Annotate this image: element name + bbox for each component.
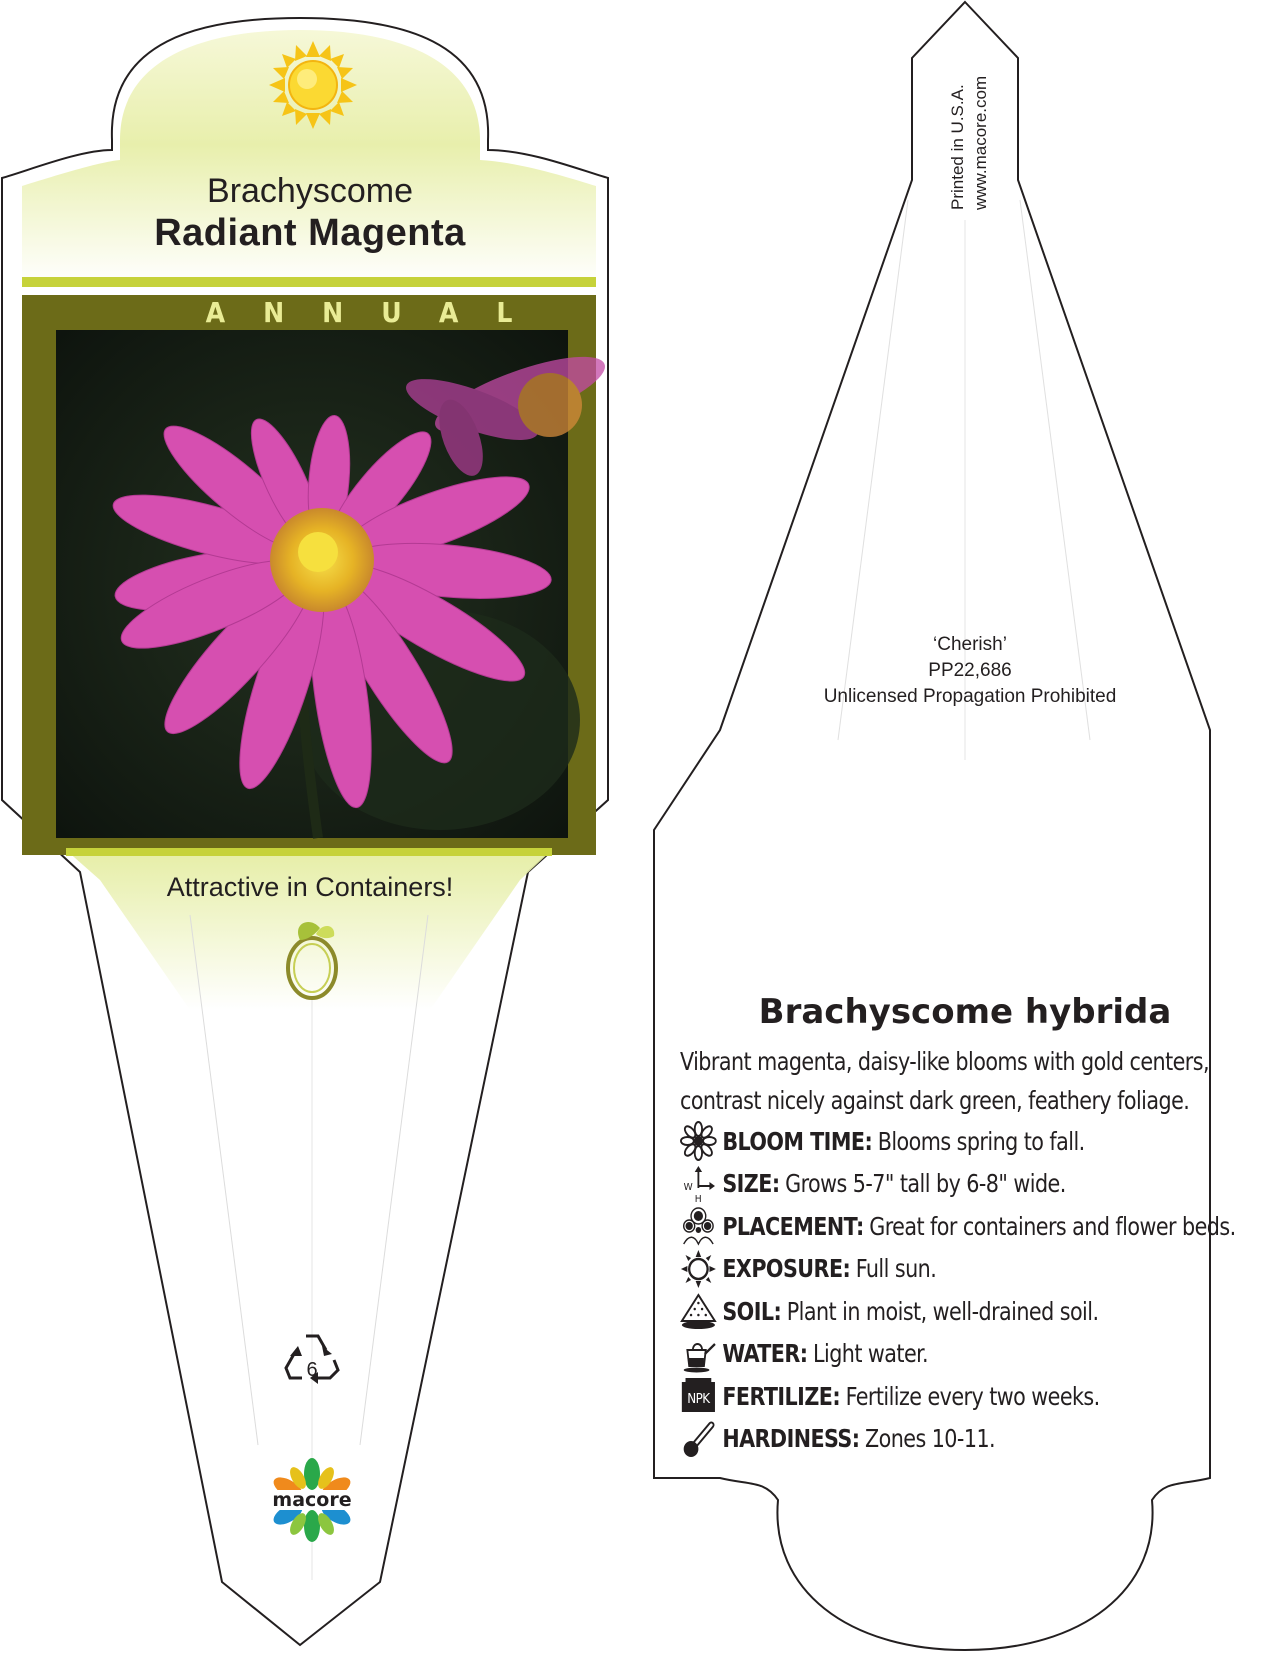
care-text-placement: Great for containers and flower beds. [869,1211,1236,1241]
care-text-exposure: Full sun. [855,1254,937,1284]
care-row-exposure [680,1248,1250,1291]
care-label-fertilize: FERTILIZE: [722,1381,841,1411]
npk-label: NPK [687,1390,710,1407]
category-label: ANNUAL [205,296,551,329]
care-list [680,1120,1277,1460]
patent-notice: Unlicensed Propagation Prohibited [823,686,1117,707]
care-label-hardiness: HARDINESS: [722,1424,860,1454]
brand-wordmark: macore [272,1489,352,1511]
care-text-hardiness: Zones 10-11. [864,1424,996,1454]
botanical-name: Brachyscome hybrida [758,992,1172,1032]
care-label-placement: PLACEMENT: [722,1211,864,1241]
care-row-size [680,1163,1250,1206]
recycle-code: 6 [306,1359,318,1381]
care-text-bloom: Blooms spring to fall. [877,1126,1085,1156]
watering-can-icon [680,1334,717,1374]
size-width-letter: W [683,1181,693,1193]
care-label-soil: SOIL: [722,1296,782,1326]
soil-icon [680,1291,717,1331]
thermometer-icon [680,1419,717,1459]
flower-photo [56,330,613,838]
care-row-soil [680,1290,1250,1333]
care-row-water [680,1333,1250,1376]
plant-description: Vibrant magenta, daisy-like blooms with gold centers, contrast nicely against dark green, feathery foliage. [680,1047,1209,1115]
care-label-exposure: EXPOSURE: [722,1254,851,1284]
npk-icon [680,1376,717,1416]
sun-logo-icon [269,41,357,129]
care-text-fertilize: Fertilize every two weeks. [845,1381,1100,1411]
placement-icon [680,1206,717,1246]
website-url: www.macore.com [971,75,990,210]
size-height-letter: H [694,1193,702,1204]
care-row-placement [680,1205,1250,1248]
flower-icon [680,1121,717,1161]
patent-cultivar: ‘Cherish’ [933,634,1007,655]
front-genus: Brachyscome [207,172,413,210]
care-row-hardiness [680,1418,1250,1461]
sun-icon [680,1249,717,1289]
size-icon [680,1164,717,1204]
care-text-soil: Plant in moist, well-drained soil. [786,1296,1099,1326]
printed-in-usa: Printed in U.S.A. [948,84,967,210]
front-variety-name: Radiant Magenta [154,212,466,254]
care-row-fertilize [680,1375,1250,1418]
care-row-bloom [680,1120,1250,1163]
care-label-water: WATER: [722,1339,808,1369]
care-label-bloom: BLOOM TIME: [722,1126,873,1156]
patent-number: PP22,686 [928,660,1012,681]
front-slogan: Attractive in Containers! [166,872,454,902]
patent-block [760,632,1180,710]
care-label-size: SIZE: [722,1169,780,1199]
care-text-water: Light water. [813,1339,929,1369]
care-text-size: Grows 5-7" tall by 6-8" wide. [785,1169,1066,1199]
